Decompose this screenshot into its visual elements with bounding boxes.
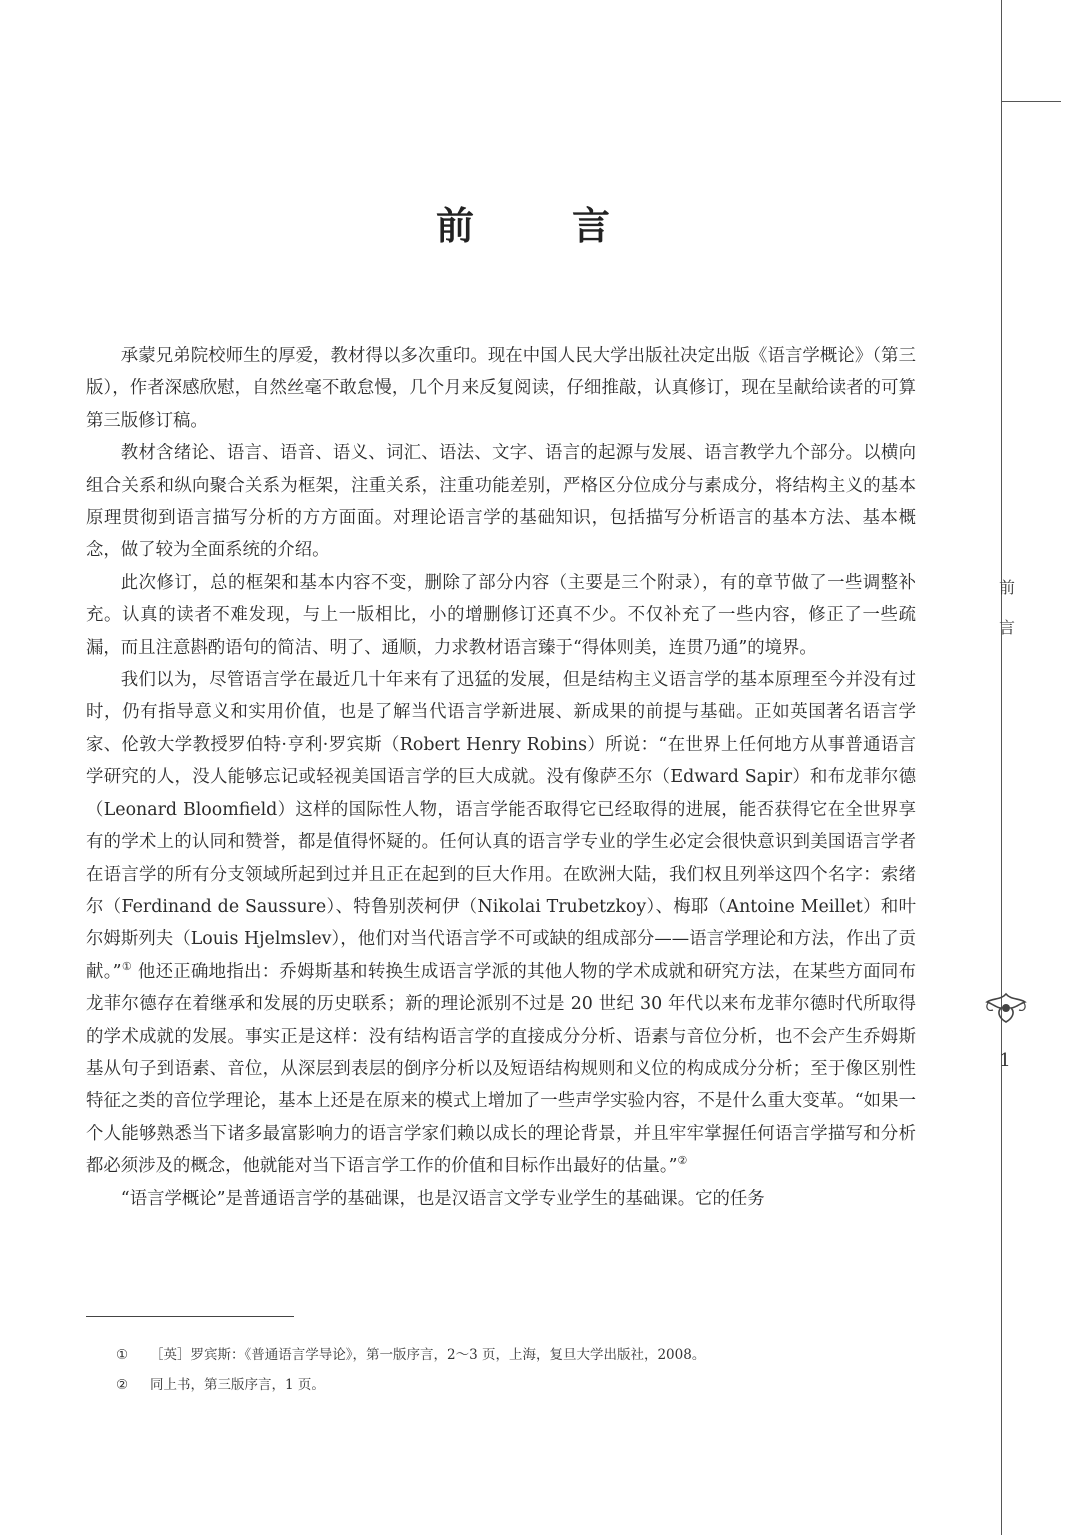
footnote — [116, 1340, 876, 1370]
running-label-char: 言 — [998, 618, 1015, 637]
footnote-ref[interactable]: ② — [677, 1154, 688, 1168]
paragraph: 教材含绪论、语言、语音、语义、词汇、语法、文字、语言的起源与发展、语言教学九个部分。以横向组合关系和纵向聚合关系为框架，注重关系，注重功能差别，严格区分位成分与素成分，将结构主义的基本原理贯彻到语言描写分析的方方面面。对理论语言学的基础知识，包括描写分析语言的基本方法、基本概念，做了较为全面系统的介绍。 — [86, 443, 916, 561]
footnote-mark: ② — [116, 1377, 129, 1393]
margin-vertical-rule — [1001, 0, 1002, 1535]
page-number: 1 — [999, 1050, 1011, 1071]
running-label-char: 前 — [998, 578, 1015, 597]
footnote-text: 同上书，第三版序言，1 页。 — [150, 1377, 325, 1393]
footnote-text: ［英］罗宾斯：《普通语言学导论》，第一版序言，2～3 页，上海，复旦大学出版社，2008。 — [150, 1347, 706, 1363]
footnote-mark: ① — [116, 1347, 129, 1363]
paragraph: “语言学概论”是普通语言学的基础课，也是汉语言文学专业学生的基础课。它的任务 — [120, 1188, 765, 1209]
ornament-icon — [983, 990, 1029, 1026]
running-section-label — [993, 568, 1021, 648]
margin-horizontal-rule — [1001, 101, 1061, 102]
page-title: 前 言 — [435, 204, 640, 248]
paragraph: 承蒙兄弟院校师生的厚爱，教材得以多次重印。现在中国人民大学出版社决定出版《语言学概论》（第三版），作者深感欣慰，自然丝毫不敢怠慢，几个月来反复阅读，仔细推敲，认真修订，现在呈献给读者的可算第三版修订稿。 — [86, 346, 916, 431]
footnote — [116, 1370, 876, 1400]
paragraph — [86, 664, 916, 1183]
paragraph-text: 我们以为，尽管语言学在最近几十年来有了迅猛的发展，但是结构主义语言学的基本原理至今并没有过时，仍有指导意义和实用价值，也是了解当代语言学新进展、新成果的前提与基础。正如英国著名语言学家、伦敦大学教授罗伯特·亨利·罗宾斯（Robert Henry Robins）所说：“在世界上任何地方从事普通语言学研究的人，没人能够忘记或轻视美国语言学的巨大成就。没有像萨丕尔（Edward Sapir）和布龙菲尔德（Leonard Bloomfield）这样的国际性人物，语言学能否取得它已经取得的进展，能否获得它在全世界享有的学术上的认同和赞誉，都是值得怀疑的。任何认真的语言学专业的学生必定会很快意识到美国语言学者在语言学的所有分支领域所起到过并且正在起到的巨大作用。在欧洲大陆，我们权且列举这四个名字：索绪尔（Ferdinand de Saussure）、特鲁别茨柯伊（Nikolai Trubetzkoy）、梅耶（Antoine Meillet）和叶尔姆斯列夫（Louis Hjelmslev），他们对当代语言学不可或缺的组成部分——语言学理论和方法，作出了贡献。” — [86, 670, 916, 982]
footnote-separator — [86, 1316, 294, 1317]
footnotes — [116, 1340, 876, 1400]
paragraph: 此次修订，总的框架和基本内容不变，删除了部分内容（主要是三个附录），有的章节做了一些调整补充。认真的读者不难发现，与上一版相比，小的增删修订还真不少。不仅补充了一些内容，修正了一些疏漏，而且注意斟酌语句的简洁、明了、通顺，力求教材语言臻于“得体则美，连贯乃通”的境界。 — [86, 572, 916, 658]
body-text — [86, 340, 916, 1215]
footnote-ref[interactable]: ① — [121, 959, 133, 973]
paragraph-text: 他还正确地指出：乔姆斯基和转换生成语言学派的其他人物的学术成就和研究方法，在某些方面同布龙菲尔德存在着继承和发展的历史联系；新的理论派别不过是 20 世纪 30 年代以来布龙菲尔德时代所取得的学术成就的发展。事实正是这样：没有结构语言学的直接成分分析、语素与音位分析，也不会产生乔姆斯基从句子到语素、音位，从深层到表层的倒序分析以及短语结构规则和义位的构成成分分析；至于像区别性特征之类的音位学理论，基本上还是在原来的模式上增加了一些声学实验内容，不是什么重大变革。“如果一个人能够熟悉当下诸多最富影响力的语言学家们赖以成长的理论背景，并且牢牢掌握任何语言学描写和分析都必须涉及的概念，他就能对当下语言学工作的价值和目标作出最好的估量。” — [86, 961, 916, 1177]
